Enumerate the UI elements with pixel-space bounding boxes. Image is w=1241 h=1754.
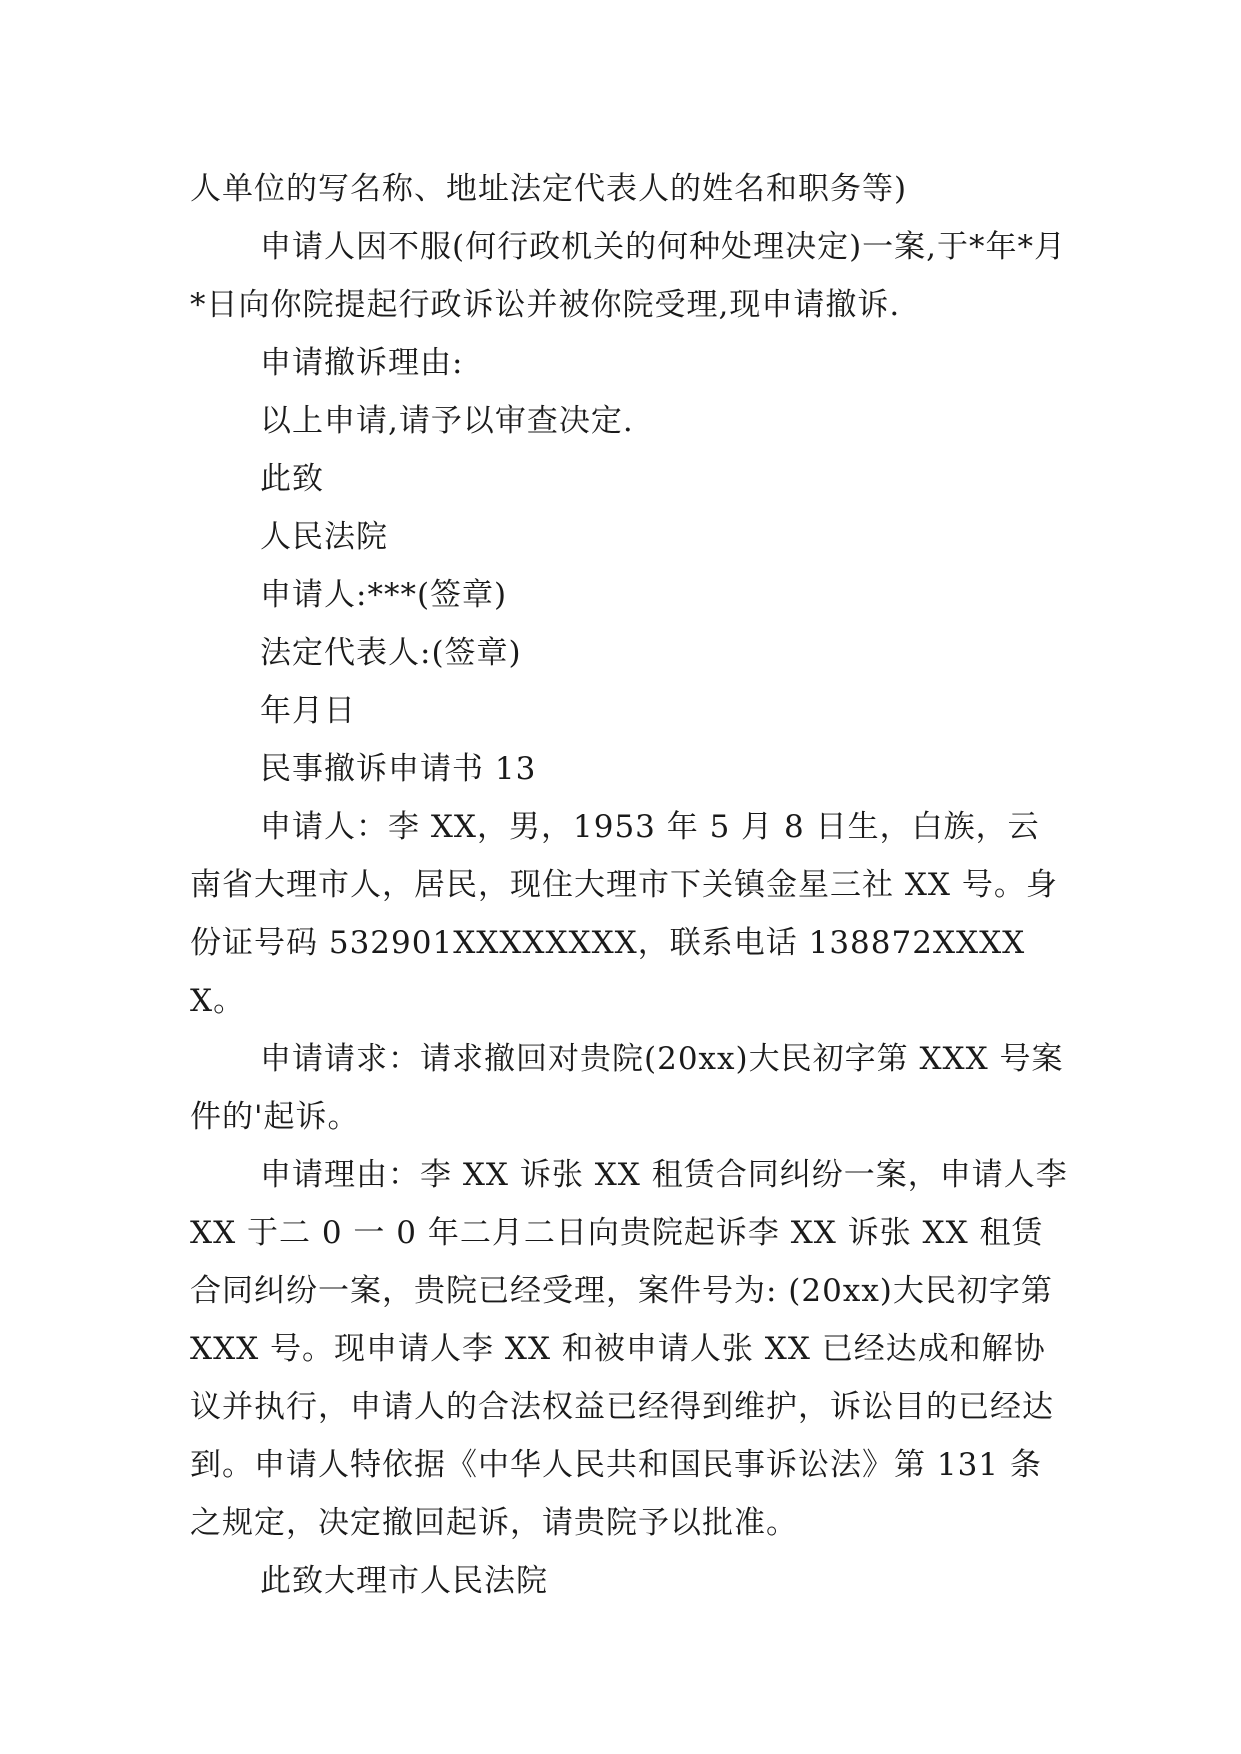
paragraph-reasons: 申请理由：李 XX 诉张 XX 租赁合同纠纷一案，申请人李 XX 于二 0 一 0 年二月二日向贵院起诉李 XX 诉张 XX 租赁合同纠纷一案，贵院已经受理，案件号为: (20xx)大民初字第 XXX 号。现申请人李 XX 和被申请人张 XX 已经达成和解协议并执行，申请人的合法权益已经得到维护，诉讼目的已经达到。申请人特依据《中华人民共和国民事诉讼法》第 131 条之规定，决定撤回起诉，请贵院予以批准。 — [190, 1157, 1068, 1541]
paragraph-applicant-info: 申请人：李 XX，男，1953 年 5 月 8 日生，白族，云南省大理市人，居民，现住大理市下关镇金星三社 XX 号。身份证号码 532901XXXXXXXX，联系电话 138872XXXXX。 — [190, 809, 1058, 1019]
paragraph-withdrawal-statement: 申请人因不服(何行政机关的何种处理决定)一案,于*年*月*日向你院提起行政诉讼并被你院受理,现申请撤诉. — [190, 229, 1067, 323]
paragraph-legal-rep-signature: 法定代表人:(签章) — [260, 635, 522, 671]
paragraph-withdrawal-reason-label: 申请撤诉理由: — [260, 345, 464, 381]
document-body — [190, 160, 1070, 1610]
paragraph-applicant-signature: 申请人:***(签章) — [260, 577, 508, 613]
paragraph-request: 申请请求：请求撤回对贵院(20xx)大民初字第 XXX 号案件的'起诉。 — [190, 1041, 1064, 1135]
paragraph-court-name: 人民法院 — [260, 519, 388, 555]
section-title: 民事撤诉申请书 13 — [260, 751, 537, 787]
paragraph-review-request: 以上申请,请予以审查决定. — [260, 403, 634, 439]
paragraph-closing: 此致大理市人民法院 — [260, 1563, 548, 1599]
paragraph-salutation: 此致 — [260, 461, 324, 497]
paragraph-date: 年月日 — [260, 693, 356, 729]
paragraph-continuation: 人单位的写名称、地址法定代表人的姓名和职务等) — [190, 171, 908, 207]
